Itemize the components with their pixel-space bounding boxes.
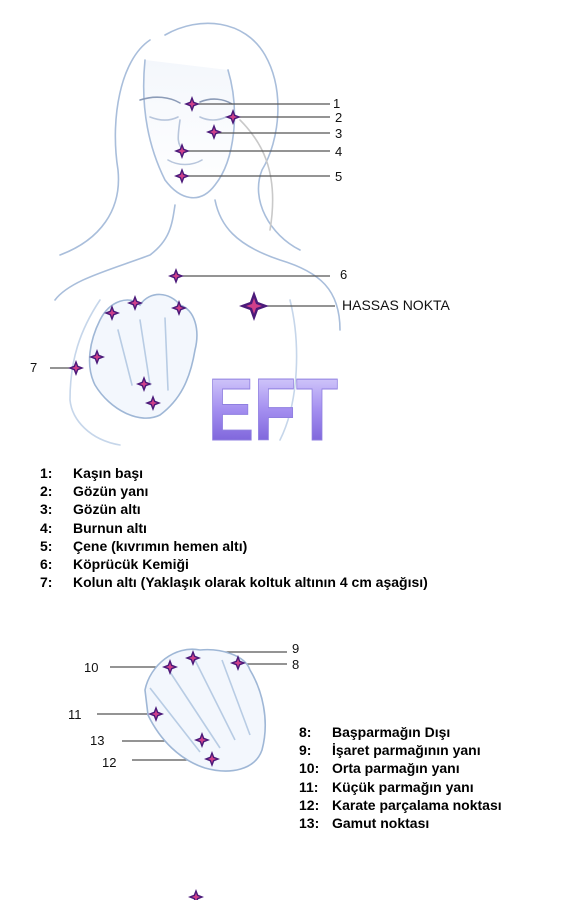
legend-item: 6: Köprücük Kemiği: [40, 555, 189, 572]
hand-sketch: [145, 649, 265, 771]
legend-item: 7: Kolun altı (Yaklaşık olarak koltuk altının 4 cm aşağısı): [40, 574, 428, 591]
legend-item: 9: İşaret parmağının yanı: [299, 742, 481, 759]
callout-12: 12: [102, 755, 117, 770]
legend-item: 10: Orta parmağın yanı: [299, 760, 460, 777]
legend-item: 11: Küçük parmağın yanı: [299, 778, 474, 795]
callout-hassas-nokta: HASSAS NOKTA: [342, 297, 450, 313]
legend-face-points: [40, 464, 560, 591]
callout-9: 9: [292, 641, 300, 656]
legend-item: 12: Karate parçalama noktası: [299, 796, 502, 813]
callout-1: 1: [333, 96, 341, 111]
callout-7: 7: [30, 360, 38, 375]
callout-4: 4: [335, 144, 343, 159]
callout-5: 5: [335, 169, 343, 184]
legend-hand-points: [299, 723, 569, 832]
callout-11: 11: [68, 707, 82, 722]
legend-item: 8: Başparmağın Dışı: [299, 724, 451, 740]
legend-item: 5: Çene (kıvrımın hemen altı): [40, 537, 248, 554]
svg-text:EFT: EFT: [208, 360, 338, 459]
legend-item: 2: Gözün yanı: [40, 483, 149, 500]
callout-8: 8: [292, 657, 300, 672]
callout-10: 10: [84, 660, 99, 675]
callout-2: 2: [335, 110, 343, 125]
callout-13: 13: [90, 733, 105, 748]
eft-logo: [208, 360, 338, 459]
legend-item: 4: Burnun altı: [40, 519, 147, 536]
callout-6: 6: [340, 267, 348, 282]
callout-3: 3: [335, 126, 343, 141]
legend-item: 1: Kaşın başı: [40, 465, 144, 481]
legend-item: 3: Gözün altı: [40, 501, 141, 518]
legend-item: 13: Gamut noktası: [299, 814, 430, 831]
